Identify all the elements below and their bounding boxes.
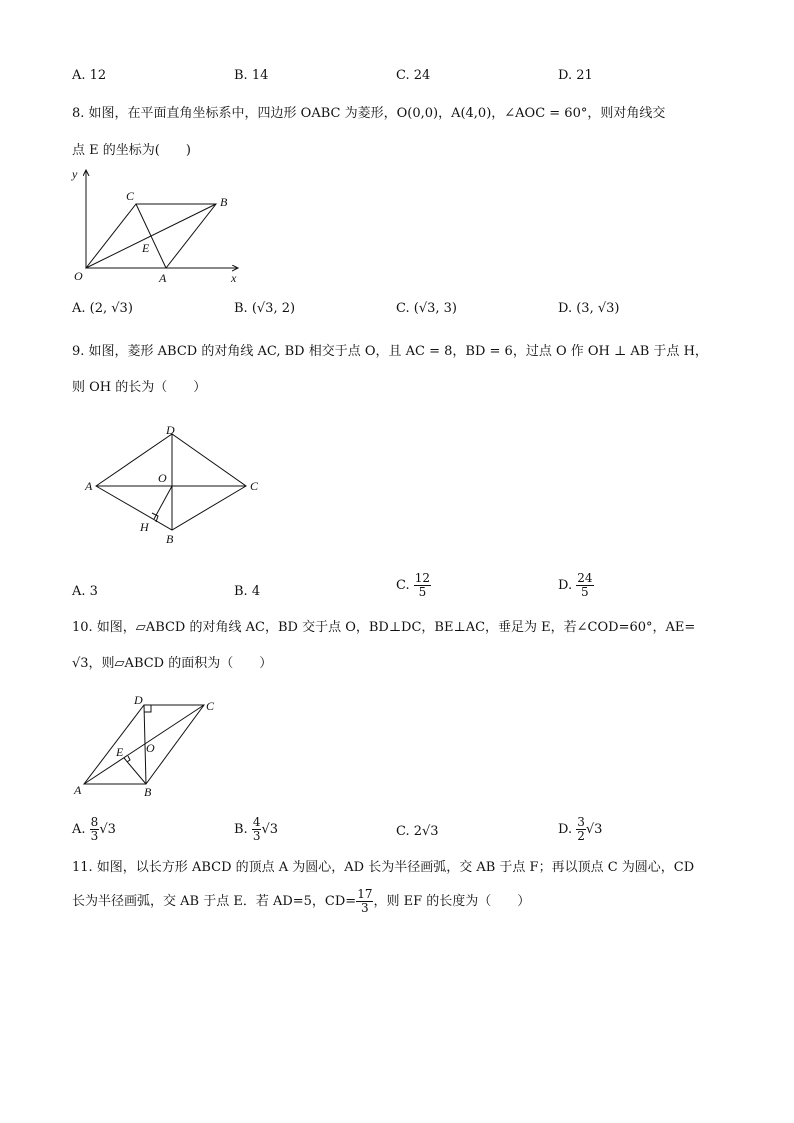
q10-option-d-fraction: $\frac{3}{2}$ (577, 815, 585, 843)
q11-fraction: $\frac{17}{3}$ (357, 887, 373, 915)
q8-option-a: A. (2, √3) (72, 301, 133, 316)
q7-option-b: B. 14 (234, 68, 269, 83)
q8-option-d: D. (3, √3) (558, 301, 620, 316)
q8-label-o: O (74, 269, 83, 283)
q8-label-e: E (142, 241, 150, 255)
q9-option-d: D. $\frac{24}{5}$ (558, 571, 593, 599)
q10-figure (70, 690, 230, 802)
q8-label-c: C (126, 189, 135, 203)
q9-label-o: O (158, 471, 167, 485)
q8-question-line1: 8. 如图，在平面直角坐标系中，四边形 OABC 为菱形，O(0,0)，A(4,0)，∠AOC = 60°，则对角线交 (72, 106, 666, 121)
q9-figure (80, 420, 270, 550)
q8-label-a: A (159, 271, 167, 285)
q9-option-a: A. 3 (72, 584, 98, 599)
q10-label-o: O (146, 741, 155, 755)
q8-label-x: x (231, 271, 237, 285)
q9-label-b: B (166, 532, 174, 546)
q9-option-b: B. 4 (234, 584, 261, 599)
q10-option-b-fraction: $\frac{4}{3}$ (252, 815, 261, 843)
q9-question-line2: 则 OH 的长为（ ） (72, 380, 207, 395)
q10-label-e: E (116, 745, 124, 759)
q7-option-d: D. 21 (558, 68, 593, 83)
q8-option-c: C. (√3, 3) (396, 301, 457, 316)
q10-option-a-fraction: $\frac{8}{3}$ (90, 815, 99, 843)
q8-diagonal-ac (136, 204, 166, 268)
q8-question-line2: 点 E 的坐标为( ) (72, 143, 191, 158)
q9-rhombus (96, 434, 246, 530)
q9-label-h: H (140, 520, 149, 534)
q7-option-c: C. 24 (396, 68, 431, 83)
q10-option-b: B. $\frac{4}{3}$ √3 (234, 815, 279, 843)
q8-label-y: y (72, 167, 78, 181)
q10-question-line2: √3，则▱ABCD 的面积为（ ） (72, 656, 273, 671)
q9-label-a: A (85, 479, 93, 493)
q7-option-a: A. 12 (72, 68, 107, 83)
q10-label-b: B (144, 785, 152, 799)
q8-figure (66, 166, 252, 288)
q9-label-d: D (166, 423, 175, 437)
q10-option-d: D. $\frac{3}{2}$ √3 (558, 815, 603, 843)
q9-question-line1: 9. 如图，菱形 ABCD 的对角线 AC, BD 相交于点 O，且 AC = 8，BD = 6，过点 O 作 OH ⊥ AB 于点 H， (72, 344, 708, 359)
q10-right-angle-mark-e (127, 756, 130, 762)
q11-question-line1: 11. 如图，以长方形 ABCD 的顶点 A 为圆心，AD 长为半径画弧，交 AB 于点 F；再以顶点 C 为圆心，CD (72, 860, 695, 875)
q8-option-b: B. (√3, 2) (234, 301, 296, 316)
q9-label-c: C (250, 479, 259, 493)
q10-label-d: D (134, 693, 143, 707)
q8-label-b: B (220, 195, 228, 209)
q10-option-a: A. $\frac{8}{3}$ √3 (72, 815, 116, 843)
q10-question-line1: 10. 如图，▱ABCD 的对角线 AC，BD 交于点 O，BD⊥DC，BE⊥AC，垂足为 E，若∠COD=60°，AE= (72, 620, 696, 635)
q10-label-c: C (206, 699, 215, 713)
q9-option-c: C. $\frac{12}{5}$ (396, 571, 431, 599)
q11-question-line2: 长为半径画弧，交 AB 于点 E．若 AD=5，CD= $\frac{17}{3}$ ，则 EF 的长度为（ ） (72, 887, 531, 915)
q9-option-d-fraction: $\frac{24}{5}$ (577, 571, 593, 599)
q10-option-c: C. 2√3 (396, 824, 439, 839)
q10-right-angle-mark-d (144, 705, 151, 712)
q9-option-c-fraction: $\frac{12}{5}$ (414, 571, 431, 599)
q10-label-a: A (74, 783, 82, 797)
q9-segment-oh (154, 486, 172, 519)
